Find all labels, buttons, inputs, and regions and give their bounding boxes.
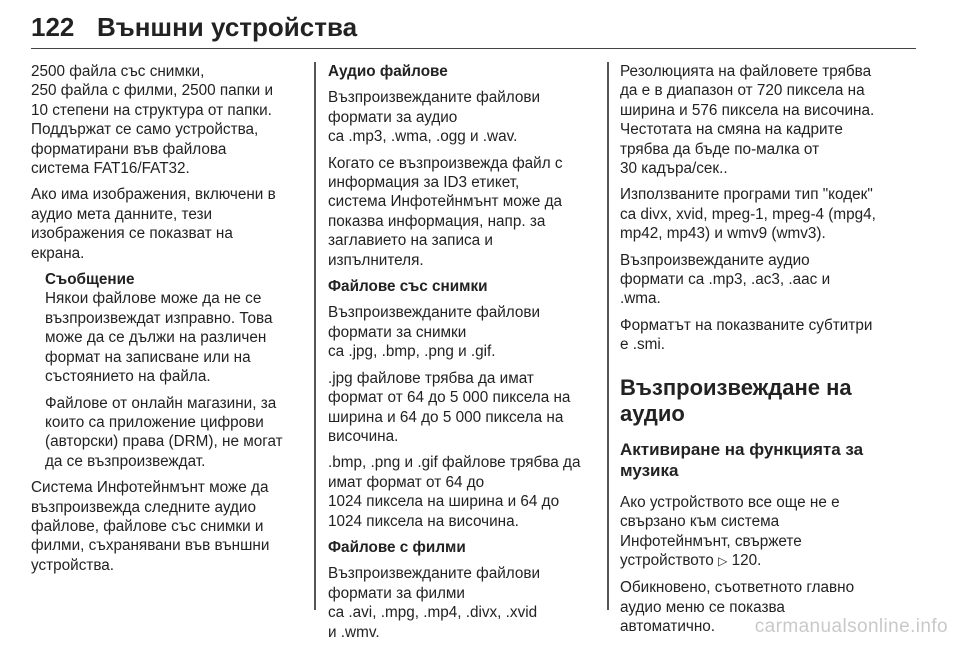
- note-box: [31, 270, 303, 471]
- note-title: Съобщение: [45, 271, 135, 289]
- paragraph-meta-images: Ако има изображения, включени в аудио мета данните, тези изображения се показват на екрана.: [31, 186, 276, 262]
- photo-formats-paragraph: Възпроизвежданите файлови формати за снимки са .jpg, .bmp, .png и .gif.: [328, 304, 541, 361]
- photo-bmp-paragraph: .bmp, .png и .gif файлове трябва да имат формат от 64 до 1024 пиксела на ширина и 64 до 1024 пиксела на височина.: [328, 454, 581, 530]
- subtitle-paragraph: Форматът на показваните субтитри е .smi.: [620, 316, 873, 354]
- watermark: carmanualsonline.info: [754, 616, 948, 637]
- connect-device-text: Ако устройството все още не е свързано към система Инфотейнмънт, свържете устройството: [620, 493, 840, 569]
- main-menu-paragraph: Обикновено, съответното главно аудио меню се показва автоматично.: [620, 579, 855, 636]
- movie-files-heading: Файлове с филми: [328, 538, 466, 556]
- page-title: Външни устройства: [97, 12, 358, 42]
- paragraph-supported-counts: 2500 файла със снимки, 250 файла с филми, 2500 папки и 10 степени на структура от папки. Поддържат се само устройства, форматирани във файлова система FAT16/FAT32.: [31, 63, 273, 178]
- column-3: [620, 62, 895, 644]
- page-number: 122: [31, 12, 75, 42]
- column-divider-1: [314, 62, 316, 610]
- audio-formats-paragraph: Възпроизвежданите файлови формати за аудио са .mp3, .wma, .ogg и .wav.: [328, 89, 541, 146]
- subheading-activate-music: Активиране на функцията за музика: [620, 439, 864, 480]
- section-heading-audio-playback: Възпроизвеждане на аудио: [620, 374, 852, 426]
- column-divider-2: [607, 62, 609, 610]
- movie-formats-paragraph: Възпроизвежданите файлови формати за филми са .avi, .mpg, .mp4, .divx, .xvid и .wmv.: [328, 565, 541, 641]
- column-1: [31, 62, 303, 582]
- page-header: [31, 4, 916, 49]
- page-reference-link[interactable]: 120.: [731, 551, 762, 569]
- audio-formats-paragraph-2: Възпроизвежданите аудио формати са .mp3, .ac3, .aac и .wma.: [620, 251, 831, 308]
- resolution-paragraph: Резолюцията на файловете трябва да е в диапазон от 720 пиксела на ширина и 576 пиксела на височина. Честотата на смяна на кадрите трябва да бъде по-малка от 30 кадъра/сек..: [620, 63, 875, 178]
- audio-files-heading: Аудио файлове: [328, 63, 448, 80]
- column-2: [328, 62, 600, 649]
- page-reference-icon: ▷: [718, 553, 728, 568]
- note-paragraph-1: Някои файлове може да не се възпроизвеждат изправно. Това може да се дължи на различен формат на записване или на състоянието на файла.: [45, 290, 273, 386]
- codec-paragraph: Използваните програми тип "кодек" са divx, xvid, mpeg-1, mpeg-4 (mpg4, mp42, mp43) и wmv9 (wmv3).: [620, 186, 876, 243]
- note-paragraph-2: Файлове от онлайн магазини, за които са приложение цифрови (авторски) права (DRM), не могат да се възпроизвеждат.: [45, 394, 283, 470]
- audio-id3-paragraph: Когато се възпроизвежда файл с информация за ID3 етикет, система Инфотейнмънт може да показва информация, напр. за заглавието на записа и изпълнителя.: [328, 154, 563, 269]
- connect-device-paragraph: [620, 493, 895, 572]
- paragraph-playable-files: Система Инфотейнмънт може да възпроизвежда следните аудио файлове, файлове със снимки и филми, съхранявани във външни устройства.: [31, 479, 270, 574]
- photo-files-heading: Файлове със снимки: [328, 278, 488, 296]
- photo-jpg-paragraph: .jpg файлове трябва да имат формат от 64 до 5 000 пиксела на ширина и 64 до 5 000 пиксела на височина.: [328, 369, 571, 445]
